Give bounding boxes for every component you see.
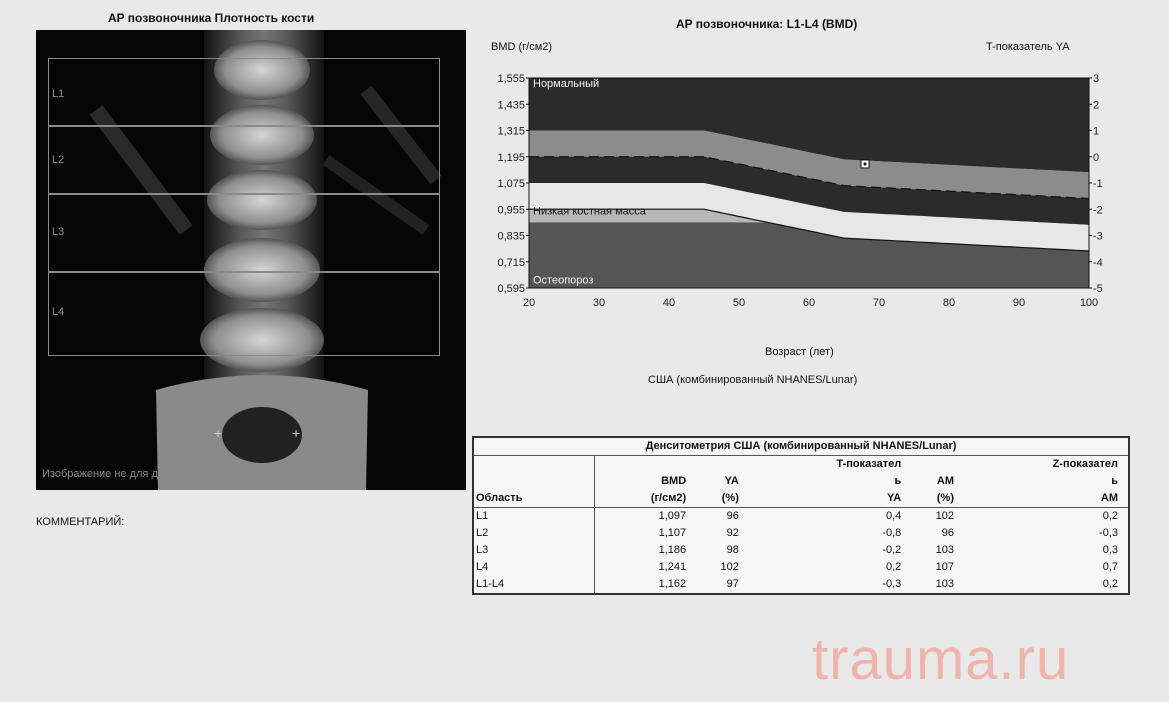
x-tick-label: 50 bbox=[732, 297, 746, 309]
roi-label-l3: L3 bbox=[52, 226, 65, 238]
x-tick-label: 100 bbox=[1079, 297, 1099, 309]
chart-title: AP позвоночника: L1-L4 (BMD) bbox=[676, 17, 858, 31]
cell-am-pct: 96 bbox=[941, 527, 954, 539]
comment-label: КОММЕНТАРИЙ: bbox=[36, 516, 125, 528]
header-region: Область bbox=[474, 490, 594, 508]
header-zscore-b: ь bbox=[1111, 475, 1118, 487]
roi-box-l4[interactable] bbox=[48, 272, 440, 356]
cell-bmd: 1,107 bbox=[658, 527, 687, 539]
header-bmd: BMD bbox=[661, 475, 687, 487]
header-am-pct: (%) bbox=[903, 490, 956, 508]
cell-z: 0,2 bbox=[1102, 510, 1118, 522]
y2-tick-label: -3 bbox=[1093, 230, 1103, 243]
y2-axis-label: T-показатель YA bbox=[986, 41, 1070, 53]
y-tick-label: 0,955 bbox=[497, 204, 525, 217]
y-tick-label: 1,315 bbox=[497, 125, 525, 138]
x-tick-label: 80 bbox=[942, 297, 956, 309]
cell-t: -0,8 bbox=[882, 527, 902, 539]
x-tick-label: 40 bbox=[662, 297, 676, 309]
cell-am-pct: 103 bbox=[935, 578, 954, 590]
header-ya-pct: (%) bbox=[688, 490, 741, 508]
cell-t: 0,4 bbox=[885, 510, 902, 522]
patient-point-center bbox=[864, 162, 867, 165]
cell-am-pct: 102 bbox=[935, 510, 954, 522]
cell-bmd: 1,186 bbox=[658, 544, 687, 556]
y-tick-label: 1,435 bbox=[497, 99, 525, 112]
header-zscore-am: AM bbox=[956, 490, 1120, 508]
scan-caption: Изображение не для диагностического использования bbox=[42, 468, 322, 480]
y2-tick-label: -4 bbox=[1093, 256, 1103, 269]
cell-t: -0,2 bbox=[882, 544, 902, 556]
table-row bbox=[474, 559, 1128, 576]
x-tick-label: 30 bbox=[592, 297, 606, 309]
y-tick-label: 0,835 bbox=[497, 230, 525, 243]
cell-bmd: 1,241 bbox=[658, 561, 687, 573]
cell-region: L3 bbox=[474, 542, 594, 559]
cell-z: 0,7 bbox=[1102, 561, 1118, 573]
spine-scan-image bbox=[36, 30, 466, 490]
cell-t: -0,3 bbox=[882, 578, 902, 590]
y2-tick-label: -1 bbox=[1093, 178, 1103, 190]
svg-text:+: + bbox=[214, 425, 223, 441]
header-tscore-ya: YA bbox=[741, 490, 903, 508]
x-tick-label: 70 bbox=[872, 297, 886, 309]
header-bmd-unit: (г/см2) bbox=[594, 490, 688, 508]
roi-box-l3[interactable] bbox=[48, 194, 440, 272]
roi-box-l1[interactable] bbox=[48, 58, 440, 126]
y2-tick-label: 3 bbox=[1093, 73, 1100, 85]
cell-ya-pct: 92 bbox=[726, 527, 739, 539]
header-zscore: Z-показател bbox=[1052, 458, 1118, 470]
x-tick-label: 60 bbox=[802, 297, 816, 309]
y-tick-label: 0,715 bbox=[497, 256, 525, 269]
svg-text:+: + bbox=[292, 425, 301, 441]
watermark: trauma.ru bbox=[812, 627, 1070, 692]
y2-tick-label: -2 bbox=[1093, 204, 1103, 217]
header-am: AM bbox=[936, 475, 954, 487]
cell-region: L1 bbox=[474, 508, 594, 526]
zone-label-normal: Нормальный bbox=[533, 77, 600, 90]
table-row bbox=[474, 542, 1128, 559]
table-row bbox=[474, 525, 1128, 542]
cell-ya-pct: 97 bbox=[726, 578, 739, 590]
zone-label-osteoporosis: Остеопороз bbox=[533, 274, 594, 287]
y2-tick-label: 0 bbox=[1093, 151, 1100, 164]
cell-ya-pct: 96 bbox=[726, 510, 739, 522]
cell-region: L1-L4 bbox=[474, 576, 594, 593]
roi-label-l1: L1 bbox=[52, 88, 65, 100]
y2-tick-label: 1 bbox=[1093, 125, 1100, 138]
y-tick-label: 1,075 bbox=[497, 178, 525, 190]
y-tick-label: 1,555 bbox=[497, 73, 525, 85]
header-tscore: T-показател bbox=[836, 458, 902, 470]
cell-z: -0,3 bbox=[1099, 527, 1118, 539]
y-tick-label: 1,195 bbox=[497, 151, 525, 164]
table-row bbox=[474, 508, 1128, 526]
cell-am-pct: 103 bbox=[935, 544, 954, 556]
header-ya: YA bbox=[724, 475, 739, 487]
cell-bmd: 1,097 bbox=[658, 510, 687, 522]
x-tick-label: 90 bbox=[1012, 297, 1026, 309]
y-tick-label: 0,595 bbox=[497, 283, 525, 295]
table-caption: Денситометрия США (комбинированный NHANES/Lunar) bbox=[474, 438, 1128, 456]
y2-tick-label: -5 bbox=[1093, 283, 1103, 295]
densitometry-results-table bbox=[472, 436, 1130, 595]
roi-label-l4: L4 bbox=[52, 306, 65, 318]
bmd-reference-chart bbox=[485, 70, 1105, 330]
scan-title: AP позвоночника Плотность кости bbox=[108, 11, 315, 25]
cell-ya-pct: 102 bbox=[720, 561, 739, 573]
x-tick-label: 20 bbox=[522, 297, 536, 309]
zone-label-low-mass: Низкая костная масса bbox=[533, 205, 646, 218]
cell-t: 0,2 bbox=[885, 561, 902, 573]
cell-region: L4 bbox=[474, 559, 594, 576]
y-axis-label: BMD (г/см2) bbox=[491, 41, 553, 53]
y2-tick-label: 2 bbox=[1093, 99, 1100, 112]
cell-am-pct: 107 bbox=[935, 561, 954, 573]
cell-ya-pct: 98 bbox=[726, 544, 739, 556]
header-tscore-b: ь bbox=[894, 475, 902, 487]
x-axis-label: Возраст (лет) bbox=[765, 346, 834, 358]
cell-z: 0,3 bbox=[1102, 544, 1118, 556]
cell-z: 0,2 bbox=[1102, 578, 1118, 590]
cell-region: L2 bbox=[474, 525, 594, 542]
roi-label-l2: L2 bbox=[52, 154, 65, 166]
reference-population-label: США (комбинированный NHANES/Lunar) bbox=[648, 374, 858, 386]
roi-box-l2[interactable] bbox=[48, 126, 440, 194]
table-row bbox=[474, 576, 1128, 593]
cell-bmd: 1,162 bbox=[658, 578, 687, 590]
